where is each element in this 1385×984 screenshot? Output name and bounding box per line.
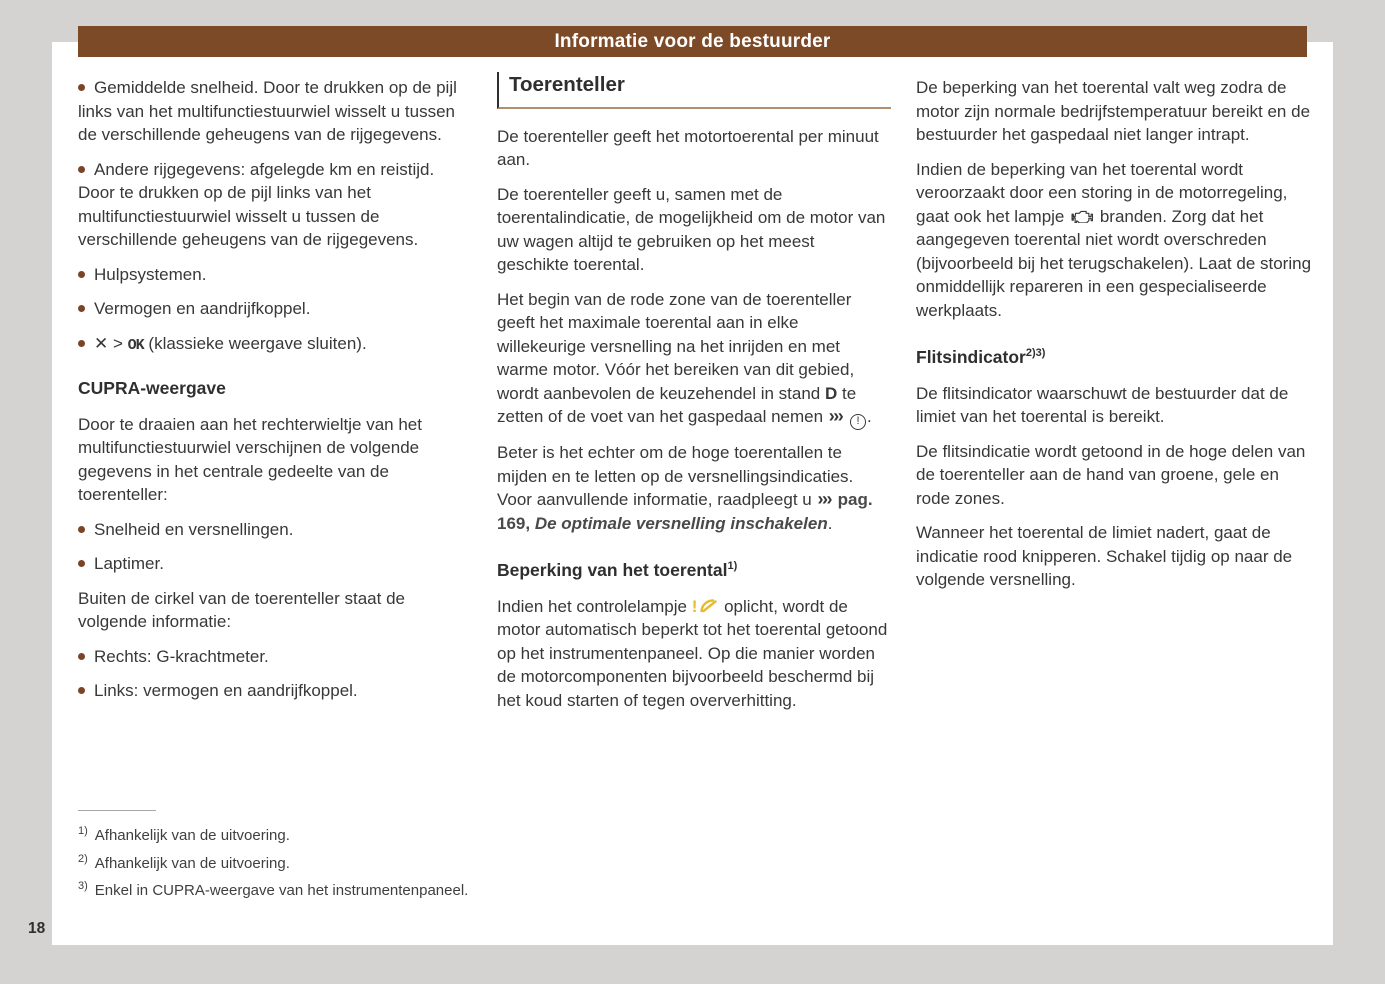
paragraph: De toerenteller geeft u, samen met de toerentalindicatie, de mogelijkheid om de motor van uw wagen altijd te gebruiken op het meest geschikte toerental. bbox=[497, 184, 886, 274]
bullet-item bbox=[78, 518, 472, 542]
right-column bbox=[916, 76, 1312, 603]
paragraph: De toerenteller geeft het motortoerental per minuut aan. bbox=[497, 126, 879, 169]
footnote-text: Afhankelijk van de uitvoering. bbox=[94, 827, 290, 844]
paragraph bbox=[497, 595, 891, 713]
text-segment: Indien de beperking van het toerental wordt veroorzaakt door een storing in de motorregeling, gaat ook het lampje bbox=[916, 159, 1288, 226]
paragraph: Wanneer het toerental de limiet nadert, gaat de indicatie rood knipperen. Schakel tijdig op naar de volgende versnelling. bbox=[916, 523, 1293, 589]
beperking-toerental-heading: Beperking van het toerental$^{1)}$ bbox=[497, 560, 738, 580]
bullet-text: Laptimer. bbox=[94, 554, 164, 573]
separator-glyph: > bbox=[112, 333, 123, 353]
bullet-dot-icon bbox=[78, 271, 85, 278]
bullet-text: Snelheid en versnellingen. bbox=[94, 519, 294, 539]
bullet-dot-icon bbox=[78, 305, 85, 312]
footnote-marker: 2) bbox=[78, 852, 88, 865]
bullet-item bbox=[78, 552, 472, 576]
middle-column bbox=[497, 72, 891, 723]
text-segment: branden. Zorg dat het aangegeven toerental niet wordt overschreden (bijvoorbeeld bij het terugschakelen). Laat de storing onmiddellijk repareren in een gespecialiseerde werkplaats. bbox=[916, 206, 1312, 320]
chapter-reference: De optimale versnelling inschakelen bbox=[534, 513, 828, 533]
warning-circle-icon: ! bbox=[850, 414, 866, 430]
bullet-text: Andere rijgegevens: afgelegde km en reistijd. Door te drukken op de pijl links van het multifunctiestuurwiel wisselt u tussen de verschillende geheugens van de rijgegevens. bbox=[78, 159, 435, 249]
page-title: Informatie voor de bestuurder bbox=[554, 31, 831, 52]
bullet-dot-icon bbox=[78, 84, 85, 91]
footnote-ref: 2)3) bbox=[1025, 347, 1046, 359]
ok-button-glyph: OK bbox=[127, 336, 144, 354]
footnotes-block bbox=[78, 810, 778, 908]
bullet-dot-icon bbox=[78, 166, 85, 173]
bullet-item bbox=[78, 76, 472, 147]
paragraph bbox=[916, 158, 1312, 323]
text-segment: oplicht, wordt de motor automatisch beperkt tot het toerental getoond op het instrumentenpaneel. Op die manier worden de motorcomponenten bijvoorbeeld beschermd bij het koud starten of tegen oververhitting. bbox=[497, 596, 888, 710]
manual-page bbox=[52, 31, 1333, 945]
left-column bbox=[78, 76, 472, 714]
footnote-divider bbox=[78, 810, 156, 811]
paragraph: De flitsindicatie wordt getoond in de hoge delen van de toerenteller aan de hand van groene, gele en rode zones. bbox=[916, 441, 1306, 508]
footnote-marker: 3) bbox=[78, 880, 88, 892]
footnote-text: Afhankelijk van de uitvoering. bbox=[94, 854, 290, 872]
bullet-item bbox=[78, 297, 472, 321]
close-icon: ✕ bbox=[94, 333, 109, 353]
see-also-chevrons-icon: ››› bbox=[828, 406, 843, 426]
bullet-dot-icon bbox=[78, 653, 85, 660]
footnote bbox=[78, 825, 778, 844]
paragraph bbox=[497, 441, 891, 535]
cupra-weergave-heading: CUPRA-weergave bbox=[78, 378, 226, 398]
paragraph: De beperking van het toerental valt weg zodra de motor zijn normale bedrijfstemperatuur bereikt en de bestuurder het gaspedaal niet langer intrapt. bbox=[916, 78, 1311, 144]
page-reference: pag. 169, bbox=[497, 490, 873, 533]
bullet-dot-icon bbox=[78, 560, 85, 567]
bullet-dot-icon bbox=[78, 526, 85, 533]
bullet-text: Rechts: G-krachtmeter. bbox=[94, 646, 269, 666]
paragraph: De flitsindicator waarschuwt de bestuurder dat de limiet van het toerental is bereikt. bbox=[916, 383, 1289, 426]
text-segment: te zetten of de voet van het gaspedaal nemen bbox=[497, 383, 857, 426]
footnote bbox=[78, 880, 778, 899]
rev-limit-warning-icon: ! bbox=[691, 596, 698, 616]
page-number: 18 bbox=[28, 920, 46, 937]
bullet-text: (klassieke weergave sluiten). bbox=[148, 333, 367, 353]
bullet-text: Links: vermogen en aandrijfkoppel. bbox=[94, 681, 358, 700]
text-segment: Beter is het echter om de hoge toerentallen te mijden en te letten op de versnellingsindicaties. Voor aanvullende informatie, raadpleegt u bbox=[497, 443, 854, 509]
paragraph bbox=[497, 288, 891, 431]
bullet-item bbox=[78, 332, 472, 358]
engine-fault-icon bbox=[1071, 210, 1093, 223]
text-segment: Het begin van de rode zone van de toerenteller geeft het maximale toerental aan in elke willekeurige versnelling na het inrijden en met warme motor. Vóór het bereiken van dit gebied, wordt aanbevolen de keuzehendel in stand bbox=[497, 289, 855, 403]
bullet-dot-icon bbox=[78, 340, 85, 347]
text-segment: . bbox=[867, 407, 872, 426]
rev-limit-needle-icon bbox=[700, 598, 717, 613]
footnote bbox=[78, 853, 778, 872]
text-segment: Indien het controlelampje bbox=[497, 596, 692, 616]
text-segment: . bbox=[827, 513, 833, 533]
flitsindicator-heading: Flitsindicator$^{2)3)}$ bbox=[916, 347, 1046, 367]
footnote-marker: 1) bbox=[78, 825, 88, 837]
bullet-text: Hulpsystemen. bbox=[94, 264, 207, 284]
bullet-dot-icon bbox=[78, 687, 85, 694]
gear-position-d: D bbox=[824, 383, 838, 403]
page-header-bar bbox=[78, 26, 1307, 57]
bullet-item bbox=[78, 158, 472, 252]
bullet-text: Gemiddelde snelheid. Door te drukken op de pijl links van het multifunctiestuurwiel wisselt u tussen de verschillende geheugens van de rijgegevens. bbox=[78, 78, 457, 144]
section-title-block bbox=[497, 72, 891, 109]
bullet-item bbox=[78, 645, 472, 669]
paragraph: Buiten de cirkel van de toerenteller staat de volgende informatie: bbox=[78, 588, 405, 631]
bullet-item bbox=[78, 263, 472, 287]
bullet-text: Vermogen en aandrijfkoppel. bbox=[94, 299, 311, 318]
bullet-item bbox=[78, 679, 472, 703]
footnote-ref: 1) bbox=[727, 560, 738, 572]
footnote-text: Enkel in CUPRA-weergave van het instrumentenpaneel. bbox=[94, 882, 469, 899]
see-also-chevrons-icon: ››› bbox=[817, 489, 831, 509]
paragraph: Door te draaien aan het rechterwieltje van het multifunctiestuurwiel verschijnen de volgende gegevens in het centrale gedeelte van de toerenteller: bbox=[78, 414, 422, 504]
section-title: Toerenteller bbox=[509, 73, 625, 96]
